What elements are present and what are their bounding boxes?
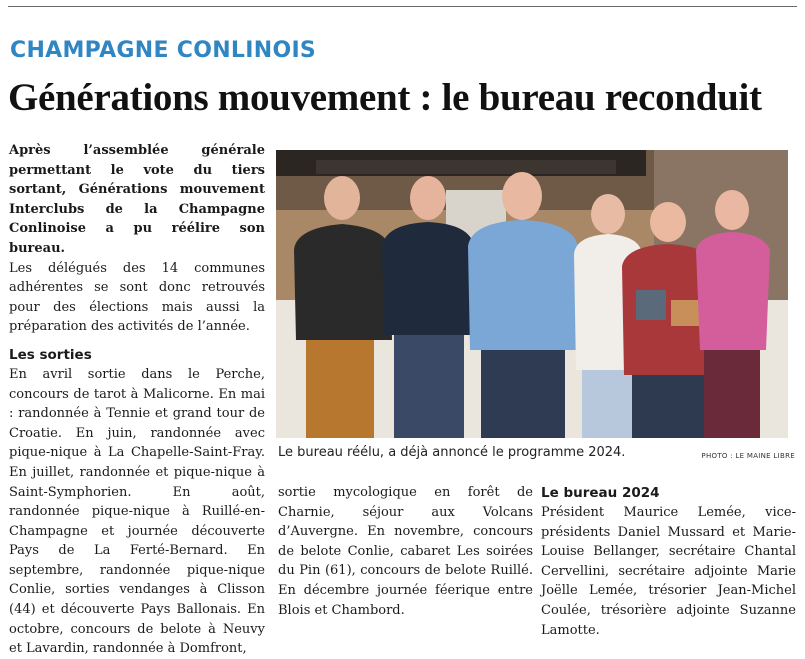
top-rule	[8, 6, 797, 7]
article-column-2	[278, 483, 533, 620]
sorties-heading: Les sorties	[9, 346, 92, 363]
sorties-text-continued: sortie mycologique en forêt de Charnie, séjour aux Volcans d’Auvergne. En novembre, concours de belote Conlie, cabaret Les soirées du Pin (61), concours de belote Ruillé. En décembre journée féerique entre Blois et Chambord.	[278, 485, 533, 618]
bureau-text: Président Maurice Lemée, vice-présidents Daniel Mussard et Marie-Louise Bellanger, secrétaire Chantal Cervellini, secrétaire adjointe Marie Joëlle Lemée, trésorier Jean-Michel Coulée, trésorière adjointe Suzanne Lamotte.	[541, 505, 796, 638]
headline: Générations mouvement : le bureau reconduit	[8, 76, 762, 119]
photo-caption: Le bureau réélu, a déjà annoncé le programme 2024.	[278, 445, 626, 460]
bureau-heading: Le bureau 2024	[541, 485, 660, 501]
photo-credit: PHOTO : LE MAINE LIBRE	[701, 452, 795, 460]
article-column-1	[9, 141, 265, 659]
section-title: CHAMPAGNE CONLINOIS	[10, 38, 317, 63]
intro-text: Les délégués des 14 communes adhérentes se sont donc retrouvés pour des élections mais aussi la préparation des activités de l’année.	[9, 260, 265, 335]
group-photo	[276, 150, 788, 438]
article-column-3	[541, 483, 796, 640]
sorties-text: En avril sortie dans le Perche, concours de tarot à Malicorne. En mai : randonnée à Tennie et grand tour de Croatie. En juin, randonnée avec pique-nique à La Chapelle-Saint-Fray. En juillet, randonnée et pique-nique à Saint-Symphorien. En août, randonnée pique-nique à Ruillé-en-Champagne et journée découverte Pays de La Ferté-Bernard. En septembre, randonnée pique-nique Conlie, sorties vendanges à Clisson (44) et découverte Pays Ballonais. En octobre, concours de belote à Neuvy et Lavardin, randonnée à Domfront,	[9, 366, 265, 657]
intro-lead: Après l’assemblée générale permettant le vote du tiers sortant, Générations mouvement Interclubs de la Champagne Conlinoise a pu réélire son bureau.	[9, 143, 265, 256]
